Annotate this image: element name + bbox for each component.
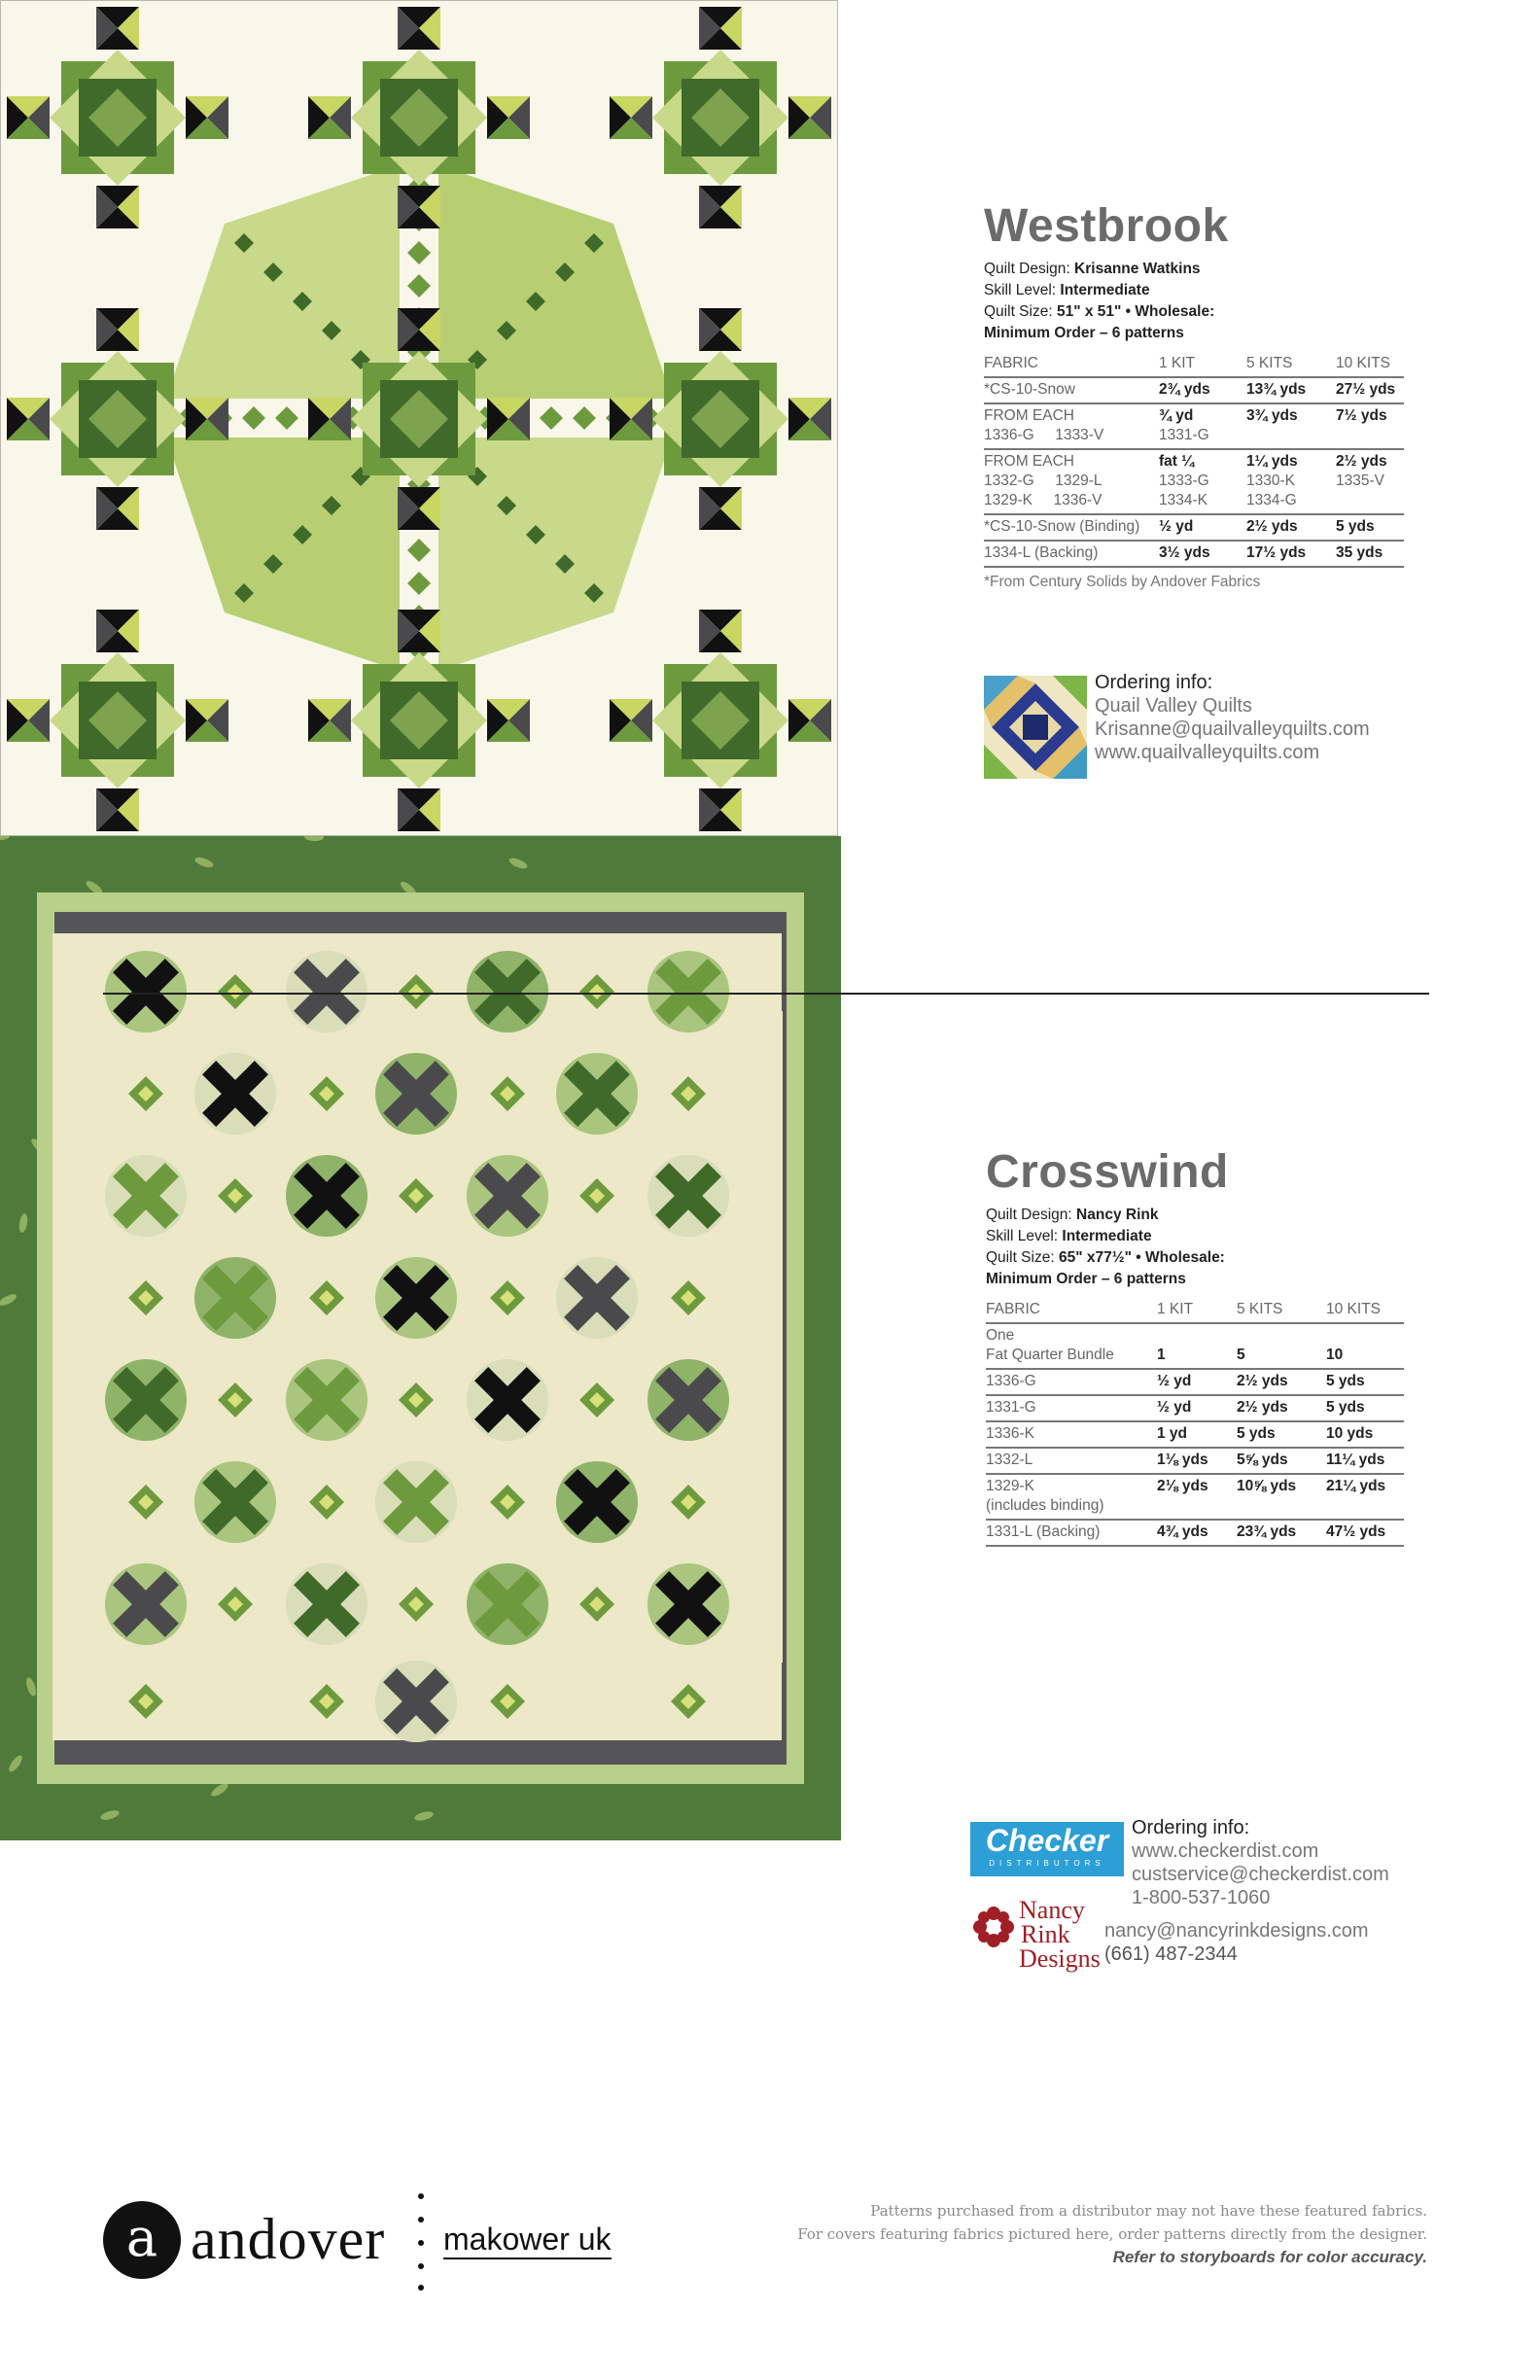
quantity-cell: 1¼ yds 1330-K 1334-G — [1246, 449, 1336, 514]
footer-dots — [418, 2193, 424, 2291]
fabric-cell: 1329-K (includes binding) — [986, 1474, 1157, 1520]
quantity-cell: 10 yds — [1326, 1421, 1404, 1448]
andover-wordmark: andover — [191, 2207, 386, 2271]
checker-logo-sub: DISTRIBUTORS — [989, 1859, 1105, 1868]
table-row — [986, 1448, 1404, 1474]
design-label: Quilt Design: — [986, 1207, 1072, 1223]
skill-value: Intermediate — [1062, 1228, 1152, 1244]
fabric-cell: *CS-10-Snow — [984, 377, 1159, 403]
sashing-diamond — [407, 539, 431, 562]
quantity-cell: ½ yd — [1157, 1395, 1237, 1421]
table-header-cell: 10 KITS — [1326, 1298, 1404, 1323]
size-value: 65" x77½" • Wholesale: — [1058, 1249, 1225, 1266]
quantity-cell: 13¾ yds — [1246, 377, 1336, 403]
checker-email[interactable]: custservice@checkerdist.com — [1132, 1864, 1389, 1885]
ordering-heading: Ordering info: — [1095, 672, 1213, 693]
flower-icon — [972, 1906, 1015, 1948]
quantity-cell: 2¾ yds — [1159, 377, 1246, 403]
design-value: Nancy Rink — [1076, 1207, 1159, 1223]
disclaimer-line: For covers featuring fabrics pictured here, order patterns directly from the designer. — [797, 2225, 1427, 2243]
checker-website[interactable]: www.checkerdist.com — [1132, 1840, 1319, 1862]
table-row — [984, 403, 1404, 449]
design-value: Krisanne Watkins — [1074, 261, 1201, 277]
fabric-cell: 1331-L (Backing) — [986, 1520, 1157, 1546]
table-header-cell: 1 KIT — [1157, 1298, 1237, 1323]
section-divider — [103, 993, 1429, 995]
checker-logo — [970, 1822, 1124, 1876]
crosswind-fabric-table — [986, 1298, 1404, 1547]
quantity-cell: 3½ yds — [1159, 541, 1246, 567]
table-row — [984, 377, 1404, 403]
nancy-contact — [1104, 1919, 1369, 1966]
skill-value: Intermediate — [1060, 282, 1150, 298]
fabric-cell: FROM EACH 1332-G 1329-L 1329-K 1336-V — [984, 449, 1159, 514]
table-header-cell: 1 KIT — [1159, 352, 1246, 377]
fabric-cell: 1332-L — [986, 1448, 1157, 1474]
quantity-cell: 21¼ yds — [1326, 1474, 1404, 1520]
sashing-diamond — [407, 241, 431, 264]
quantity-cell: 47½ yds — [1326, 1520, 1404, 1546]
table-header-cell: FABRIC — [986, 1298, 1157, 1323]
table-header-cell: FABRIC — [984, 352, 1159, 377]
nancy-logo-line: Rink — [1021, 1920, 1070, 1948]
fabric-cell: FROM EACH 1336-G 1333-V — [984, 403, 1159, 449]
table-row — [986, 1395, 1404, 1421]
quail-valley-logo — [984, 676, 1087, 784]
sashing-diamond — [275, 406, 298, 430]
table-row — [984, 514, 1404, 541]
size-value: 51" x 51" • Wholesale: — [1056, 303, 1215, 320]
quantity-cell: 2½ yds — [1237, 1369, 1326, 1395]
crosswind-quilt-graphic — [0, 836, 841, 1840]
sashing-diamond — [407, 572, 431, 595]
quantity-cell: 4¾ yds — [1157, 1520, 1237, 1546]
table-header — [984, 352, 1404, 377]
quantity-cell: 5 — [1237, 1323, 1326, 1369]
skill-label: Skill Level: — [986, 1228, 1059, 1244]
ordering-website[interactable]: www.quailvalleyquilts.com — [1095, 742, 1320, 763]
color-accuracy-note: Refer to storyboards for color accuracy. — [1112, 2248, 1427, 2266]
table-header-cell: 5 KITS — [1246, 352, 1336, 377]
fabric-cell: 1334-L (Backing) — [984, 541, 1159, 567]
quantity-cell: 27½ yds — [1336, 377, 1404, 403]
quantity-cell: ½ yd — [1157, 1369, 1237, 1395]
size-label: Quilt Size: — [986, 1249, 1055, 1266]
westbrook-quilt-image — [0, 0, 838, 836]
table-row — [986, 1369, 1404, 1395]
sashing-diamond — [242, 406, 265, 430]
checker-phone: 1-800-537-1060 — [1132, 1887, 1271, 1908]
quantity-cell: 10 — [1326, 1323, 1404, 1369]
westbrook-info — [984, 199, 1412, 591]
skill-label: Skill Level: — [984, 282, 1057, 298]
quantity-cell: 23¾ yds — [1237, 1520, 1326, 1546]
ordering-heading: Ordering info: — [1132, 1817, 1250, 1838]
westbrook-title: Westbrook — [984, 200, 1229, 252]
table-row — [986, 1520, 1404, 1546]
quantity-cell: ½ yd — [1159, 514, 1246, 541]
table-row — [986, 1421, 1404, 1448]
nancy-logo-line: Designs — [1019, 1944, 1101, 1973]
quantity-cell: 5 yds — [1336, 514, 1404, 541]
quantity-cell: 2½ yds — [1237, 1395, 1326, 1421]
table-header-cell: 10 KITS — [1336, 352, 1404, 377]
table-row — [986, 1474, 1404, 1520]
quantity-cell: 17½ yds — [1246, 541, 1336, 567]
crosswind-info — [986, 1145, 1414, 1547]
sashing-diamond — [573, 406, 596, 430]
westbrook-fabric-table — [984, 352, 1404, 568]
ordering-line: Quail Valley Quilts — [1095, 695, 1252, 717]
westbrook-ordering — [1095, 671, 1370, 764]
min-order: Minimum Order – 6 patterns — [986, 1271, 1186, 1287]
size-label: Quilt Size: — [984, 303, 1053, 320]
andover-logo-mark: a — [103, 2201, 181, 2279]
crosswind-quilt-image — [0, 836, 841, 1840]
westbrook-meta — [984, 259, 1412, 344]
crosswind-meta — [986, 1205, 1414, 1290]
crosswind-ordering — [1132, 1816, 1389, 1909]
design-label: Quilt Design: — [984, 261, 1070, 277]
table-header — [986, 1298, 1404, 1323]
quantity-cell: 5 yds — [1237, 1421, 1326, 1448]
table-header-cell: 5 KITS — [1237, 1298, 1326, 1323]
quantity-cell: fat ¼ 1333-G 1334-K — [1159, 449, 1246, 514]
min-order: Minimum Order – 6 patterns — [984, 325, 1184, 341]
table-row — [986, 1323, 1404, 1369]
fabric-cell: 1336-K — [986, 1421, 1157, 1448]
quantity-cell: 10⅝ yds — [1237, 1474, 1326, 1520]
fabric-cell: One Fat Quarter Bundle — [986, 1323, 1157, 1369]
fabric-cell: *CS-10-Snow (Binding) — [984, 514, 1159, 541]
nancy-phone: (661) 487-2344 — [1104, 1943, 1238, 1965]
fabric-cell: 1336-G — [986, 1369, 1157, 1395]
fabric-cell: 1331-G — [986, 1395, 1157, 1421]
quantity-cell: 2⅛ yds — [1157, 1474, 1237, 1520]
sashing-diamond — [540, 406, 563, 430]
quantity-cell: 35 yds — [1336, 541, 1404, 567]
quantity-cell: 5 yds — [1326, 1395, 1404, 1421]
quantity-cell: 5 yds — [1326, 1369, 1404, 1395]
quantity-cell: 2½ yds 1335-V — [1336, 449, 1404, 514]
quantity-cell: 1 yd — [1157, 1421, 1237, 1448]
quantity-cell: 1 — [1157, 1323, 1237, 1369]
makower-uk-logo: makower uk — [443, 2221, 612, 2259]
westbrook-quilt-graphic — [1, 1, 837, 835]
quantity-cell: ¾ yd 1331-G — [1159, 403, 1246, 449]
quantity-cell: 1⅛ yds — [1157, 1448, 1237, 1474]
nancy-logo-line: Nancy — [1019, 1896, 1085, 1924]
table-row — [984, 449, 1404, 514]
quantity-cell: 2½ yds — [1246, 514, 1336, 541]
disclaimer-line: Patterns purchased from a distributor may not have these featured fabrics. — [870, 2202, 1427, 2220]
quantity-cell: 11¼ yds — [1326, 1448, 1404, 1474]
nancy-email[interactable]: nancy@nancyrinkdesigns.com — [1104, 1920, 1369, 1942]
footer-disclaimer — [797, 2199, 1427, 2269]
sashing-diamond — [407, 274, 431, 298]
quantity-cell: 3¾ yds — [1246, 403, 1336, 449]
crosswind-title: Crosswind — [986, 1146, 1229, 1198]
quantity-cell: 5⅝ yds — [1237, 1448, 1326, 1474]
quantity-cell: 7½ yds — [1336, 403, 1404, 449]
westbrook-footnote: *From Century Solids by Andover Fabrics — [984, 574, 1261, 590]
table-row — [984, 541, 1404, 567]
ordering-email[interactable]: Krisanne@quailvalleyquilts.com — [1095, 718, 1370, 740]
checker-logo-text: Checker — [985, 1823, 1109, 1858]
